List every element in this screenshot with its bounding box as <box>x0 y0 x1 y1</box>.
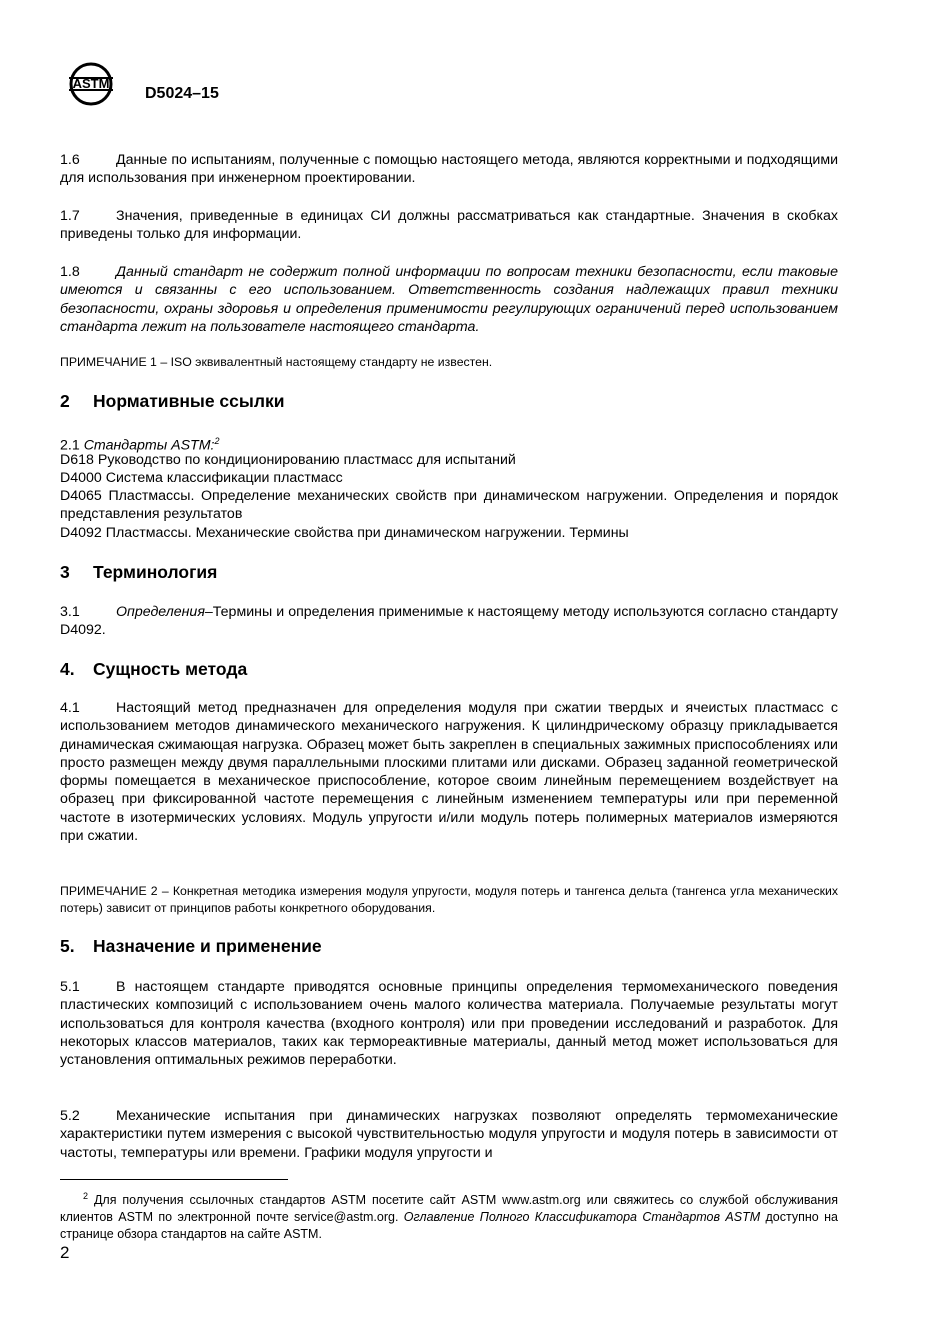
page-number: 2 <box>60 1243 70 1262</box>
section-4-heading: 4. Сущность метода <box>60 659 248 679</box>
paragraph-1-8: 1.8 Данный стандарт не содержит полной информации по вопросам техники безопасности, если таковые имеются и связанны с его использованием. Ответственность создания надлежащих правил техники безопасности, охраны здоровья и определения применимости регулирующих ограничений перед использованием стандарта лежит на пользователе настоящего стандарта. <box>60 264 838 335</box>
page-header <box>60 60 360 110</box>
paragraph-4-1: 4.1 Настоящий метод предназначен для определения модуля при сжатии твердых и ячеистых пластмасс с использованием методов динамического механического нагружения. К цилиндрическому образцу прикладывается динамическая сжимающая нагрузка. Образец может быть закреплен в специальных зажимных приспособлениях или просто размещен между двумя параллельными плоскими плитами или дисками. Образец заданной геометрической формы помещается в механическое приспособление, которое своим линейным перемещением воздействует на образец при фиксированной частоте перемещения с линейным изменением температуры или при переменной частоте в изотермических условиях. Модуль упругости и/или модуль потерь полимерных материалов измеряются при сжатии. <box>60 700 838 845</box>
footnote-divider <box>60 1179 288 1180</box>
section-2-heading: 2 Нормативные ссылки <box>60 391 285 411</box>
logo-text: ASTM <box>72 76 110 91</box>
paragraph-3-1: 3.1 Определения–Термины и определения применимые к настоящему методу используются согласно стандарту D4092. <box>60 604 838 639</box>
note-2: ПРИМЕЧАНИЕ 2 – Конкретная методика измерения модуля упругости, модуля потерь и тангенса дельта (тангенса угла механических потерь) зависит от принципов работы конкретного оборудования. <box>60 884 838 915</box>
paragraph-1-6: 1.6 Данные по испытаниям, полученные с помощью настоящего метода, являются корректными и подходящими для использования при инженерном проектировании. <box>60 152 838 187</box>
subsection-2-1: 2.1 Стандарты ASTM:$^2$ <box>60 436 220 454</box>
section-5-heading: 5. Назначение и применение <box>60 936 322 956</box>
footnote-2: $^2$ Для получения ссылочных стандартов ASTM посетите сайт ASTM www.astm.org или свяжитесь со службой обслуживания клиентов ASTM по электронной почте service@astm.org. Оглавление Полного Классификатора Стандартов ASTM доступно на странице обзора стандартов на сайте ASTM. <box>60 1191 838 1242</box>
astm-logo-icon <box>60 60 122 108</box>
paragraph-5-2: 5.2 Механические испытания при динамических нагрузках позволяют определять термомеханические характеристики путем измерения с высокой чувствительностью модуля упругости и модуля потерь в зависимости от частоты, температуры или времени. Графики модуля упругости и <box>60 1108 838 1161</box>
document-number: D5024–15 <box>145 85 219 102</box>
reference-item: D4065 Пластмассы. Определение механических свойств при динамическом нагружении. Определения и порядок представления результатов <box>60 488 838 523</box>
note-1: ПРИМЕЧАНИЕ 1 – ISO эквивалентный настоящему стандарту не известен. <box>60 355 493 369</box>
reference-item: D618 Руководство по кондиционированию пластмасс для испытаний <box>60 452 516 468</box>
reference-item: D4092 Пластмассы. Механические свойства при динамическом нагружении. Термины <box>60 525 629 541</box>
paragraph-1-7: 1.7 Значения, приведенные в единицах СИ должны рассматриваться как стандартные. Значения в скобках приведены только для информации. <box>60 208 838 243</box>
section-3-heading: 3 Терминология <box>60 562 218 582</box>
paragraph-5-1: 5.1 В настоящем стандарте приводятся основные принципы определения термомеханического поведения пластических композиций с использованием очень малого количества материала. Получаемые результаты могут использоваться для контроля качества (входного контроля) или при проведении исследований и разработок. Для некоторых классов материалов, таких как термореактивные материалы, данный метод может использоваться для установления оптимальных режимов переработки. <box>60 979 838 1069</box>
reference-item: D4000 Система классификации пластмасс <box>60 470 343 486</box>
